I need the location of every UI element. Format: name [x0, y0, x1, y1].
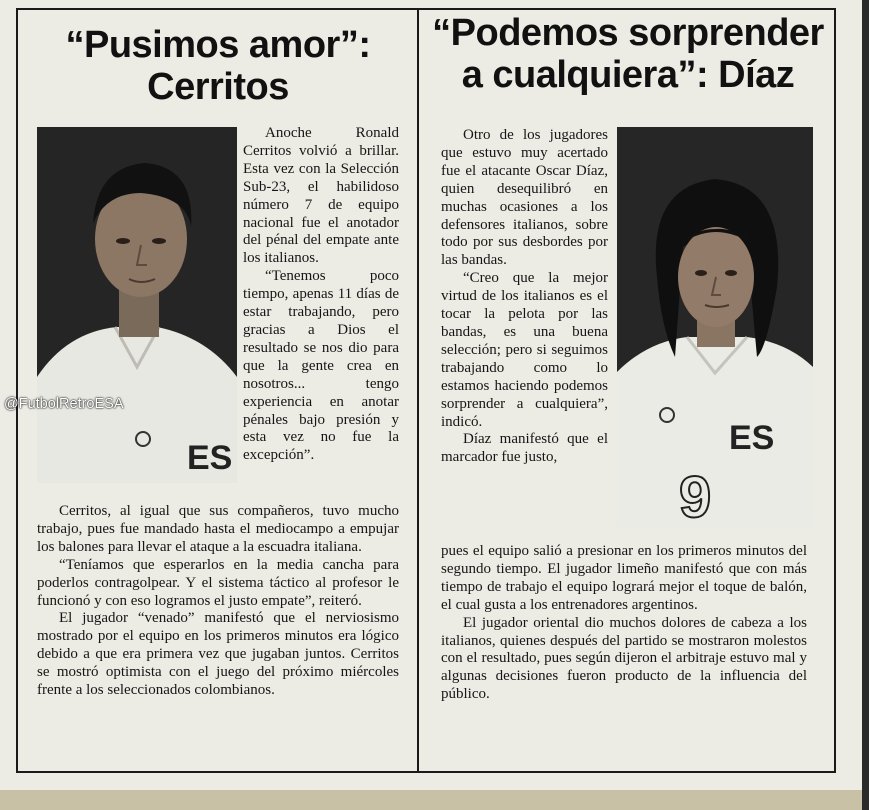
left-text-column-narrow [243, 125, 399, 465]
right-text-column-wide [441, 543, 807, 704]
headline-left-line2: Cerritos [147, 66, 289, 108]
headline-right-line2: a cualquiera”: Díaz [461, 54, 795, 96]
right-paragraph-1: Otro de los jugadores que estuvo muy acertado fue el atacante Oscar Díaz, quien desequilibró en muchas ocasiones a los defensores italianos, sobre todo por sus desbordes por las bandas. [441, 127, 608, 269]
photo-diaz [617, 127, 813, 527]
left-paragraph-1: Anoche Ronald Cerritos volvió a brillar. Esta vez con la Selección Sub-23, el habilidoso número 7 de equipo nacional fue el anotador del pénal del empate ante los italianos. [243, 125, 399, 267]
right-text-column-narrow [441, 127, 608, 467]
headline-left [22, 24, 414, 108]
right-paragraph-3a: Díaz manifestó que el marcador fue justo, [441, 431, 608, 466]
headline-right [422, 12, 834, 96]
headline-left-line1: “Pusimos amor”: [65, 24, 371, 66]
page-edge-shadow [862, 0, 869, 810]
watermark: @FutbolRetroESA [4, 396, 124, 412]
headline-right-line1: “Podemos sorprender [432, 12, 824, 54]
left-paragraph-2: “Tenemos poco tiempo, apenas 11 días de estar trabajando, pero gracias a Dios el resultado se nos dio para que la gente crea en nosotros... tengo experiencia en anotar pénales bajo presión y esta vez no fue la excepción”. [243, 268, 399, 464]
right-paragraph-2: “Creo que la mejor virtud de los italianos es el tocar la pelota por las bandas, es una buena selección; pero si seguimos trabajando como lo estamos haciendo podemos sorprender a cualquiera”, indicó. [441, 270, 608, 430]
left-paragraph-5: El jugador “venado” manifestó que el nerviosismo mostrado por el equipo en los primeros minutos era lógico debido a que era primera vez que jugaban juntos. Cerritos se mostró optimista con el juego del próximo miércoles frente a los seleccionados colombianos. [37, 610, 399, 699]
column-divider [417, 8, 419, 773]
left-text-column-wide [37, 503, 399, 700]
photo-cerritos [37, 127, 237, 483]
left-paragraph-4: “Teníamos que esperarlos en la media cancha para poderlos contragolpear. Y el sistema táctico al profesor le funcionó y con eso logramos el justo empate”, reiteró. [37, 556, 399, 609]
jersey-text-right: ES [729, 419, 775, 457]
right-paragraph-3b: pues el equipo salió a presionar en los primeros minutos del segundo tiempo. El jugador limeño manifestó que con más tiempo de trabajo el equipo logrará mejor el toque de balón, el cual gusta a los entrenadores argentinos. [441, 543, 807, 613]
right-paragraph-4: El jugador oriental dio muchos dolores de cabeza a los italianos, quienes después del partido se mostraron molestos con el resultado, pues según dijeron el arbitraje estuvo mal y algunas decisiones fueron producto de la influencia del público. [441, 614, 807, 703]
left-paragraph-3: Cerritos, al igual que sus compañeros, tuvo mucho trabajo, pues fue mandado hasta el mediocampo a empujar los balones para llevar el ataque a la escuadra italiana. [37, 503, 399, 555]
jersey-text-left: ES [187, 439, 233, 477]
jersey-number-right: 9 [679, 465, 712, 527]
page-bottom-margin [0, 790, 862, 810]
